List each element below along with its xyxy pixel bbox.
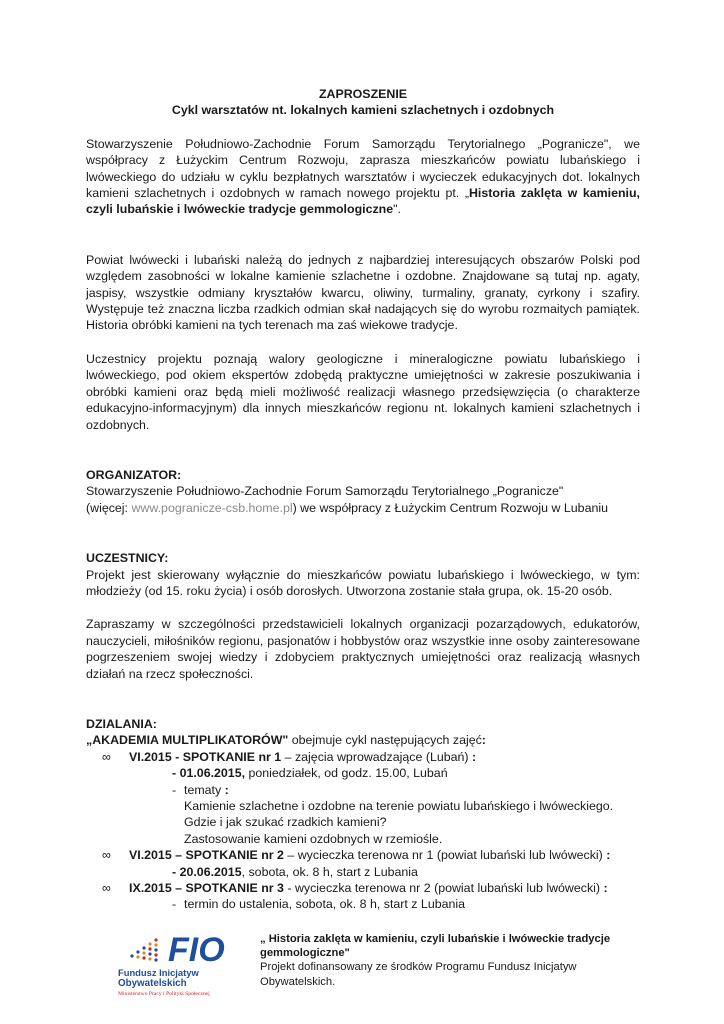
organizer-more-prefix: (więcej: xyxy=(86,500,132,515)
academy-line xyxy=(86,732,640,748)
academy-description: obejmuje cykl następujących zajęć xyxy=(288,733,482,748)
meeting-1-topics-colon: : xyxy=(224,782,229,797)
footer-project-title: „ Historia zaklęta w kamieniu, czyli lubańskie i lwóweckie tradycje gemmologiczne" xyxy=(260,933,611,960)
footer xyxy=(112,926,632,998)
organizer-heading: ORGANIZATOR: xyxy=(86,467,182,482)
infinity-bullet-icon: ∞ xyxy=(102,848,111,863)
intro-text: Stowarzyszenie Południowo-Zachodnie Forum Samorządu Terytorialnego „Pogranicze", we współpracy z Łużyckim Centrum Rozwoju, zaprasza mieszkańców powiatu lubańskiego i lwóweckiego do udziału w cyklu bezpłatnych warsztatów i wycieczek edukacyjnych dot. lokalnych kamieni szlachetnych i ozdobnych w ramach nowego projektu pt. „ xyxy=(86,136,640,201)
infinity-bullet-icon: ∞ xyxy=(102,749,111,764)
document-title: ZAPROSZENIE xyxy=(318,87,408,101)
fio-line-1: Fundusz Inicjatyw xyxy=(118,967,199,978)
meeting-3-date-details: termin do ustalenia, sobota, ok. 8 h, start z Lubania xyxy=(184,897,466,912)
meeting-2-date: 20.06.2015 xyxy=(179,864,242,879)
footer-funding: Projekt dofinansowany ze środków Programu Fundusz Inicjatyw Obywatelskich. xyxy=(260,961,577,988)
infinity-bullet-icon: ∞ xyxy=(102,881,111,896)
organizer-more-suffix: ) we współpracy z Łużyckim Centrum Rozwoju w Lubaniu xyxy=(292,500,609,515)
project-name: Historia zaklęta w kamieniu, czyli lubańskie i lwóweckie tradycje gemmologiczne xyxy=(86,186,640,217)
intro-end: ". xyxy=(393,202,401,217)
document-page xyxy=(86,86,640,913)
academy-colon: : xyxy=(481,733,486,748)
meeting-3-title: IX.2015 – SPOTKANIE nr 3 xyxy=(129,881,284,896)
meeting-1-date: 01.06.2015, xyxy=(179,766,246,781)
meeting-1-topics-line xyxy=(86,782,640,798)
meeting-3-date-dash: - xyxy=(172,897,177,912)
meeting-1-topic-1: Kamienie szlachetne i ozdobne na terenie powiatu lubańskiego i lwóweckiego. xyxy=(184,799,614,813)
fio-logo xyxy=(112,926,262,998)
fio-brand: FIO xyxy=(168,931,225,969)
meeting-1-date-dash: - xyxy=(172,766,180,781)
meeting-2-colon: : xyxy=(606,848,611,863)
meeting-3-date-line xyxy=(86,896,640,912)
intro-paragraph xyxy=(86,136,640,218)
meeting-2-description: – wycieczka terenowa nr 1 (powiat lubański lub lwówecki) xyxy=(283,848,607,863)
academy-name: „AKADEMIA MULTIPLIKATORÓW" xyxy=(86,733,289,748)
meeting-2 xyxy=(86,847,640,863)
meeting-1-topic-3: Zastosowanie kamieni ozdobnych w rzemiośle. xyxy=(184,831,443,846)
fio-line-3: Ministerstwo Pracy i Polityki Społecznej xyxy=(118,991,210,997)
meeting-1-date-details: poniedziałek, od godz. 15.00, Lubań xyxy=(245,766,448,781)
meeting-2-title: VI.2015 – SPOTKANIE nr 2 xyxy=(129,848,284,863)
meeting-3 xyxy=(86,880,640,896)
organizer-website-link[interactable]: www.pogranicze-csb.home.pl xyxy=(131,500,293,515)
meeting-1-title: VI.2015 - SPOTKANIE nr 1 xyxy=(129,749,282,764)
region-paragraph: Powiat lwówecki i lubański należą do jednych z najbardziej interesujących obszarów Polski pod względem zasobności w lokalne kamienie szlachetne i ozdobne. Znajdowane są tutaj np. agaty, jaspisy, wszystkie odmiany kryształów kwarcu, oliwiny, turmaliny, granaty, cyrkony i szafiry. Występuje też znaczna liczba rzadkich odmian skał nadających się do wyrobu rozmaitych pamiątek. Historia obróbki kamieni na tych terenach ma zaś wiekowe tradycje. xyxy=(86,252,640,333)
document-subtitle: Cykl warsztatów nt. lokalnych kamieni szlachetnych i ozdobnych xyxy=(171,103,555,118)
actions-heading: DZIALANIA: xyxy=(86,716,157,731)
meeting-1-topics-dash: - xyxy=(172,782,177,797)
meeting-3-colon: : xyxy=(603,881,608,896)
meeting-1-colon: : xyxy=(471,749,477,764)
participants-benefit-paragraph: Uczestnicy projektu poznają walory geologiczne i mineralogiczne powiatu lubańskiego i lwóweckiego, pod okiem ekspertów zdobędą praktyczne umiejętności w zakresie poszukiwania i obróbki kamieni oraz będą mieli możliwość realizacji własnego przedsięwzięcia (o charakterze edukacyjno-informacyjnym) dla innych mieszkańców regionu nt. lokalnych kamieni szlachetnych i ozdobnych. xyxy=(86,351,640,432)
meeting-3-description: - wycieczka terenowa nr 2 (powiat lubański lub lwówecki) xyxy=(283,881,604,896)
participants-target: Projekt jest skierowany wyłącznie do mieszkańców powiatu lubańskiego i lwóweckiego, w tym: młodzieży (od 15. roku życia) i osób dorosłych. Utworzona zostanie stała grupa, ok. 15-20 osób. xyxy=(86,567,640,598)
meeting-1-date-line xyxy=(86,765,640,781)
fio-dots-icon xyxy=(130,938,157,961)
meeting-1-topics-label: tematy xyxy=(184,782,225,797)
participants-invitation: Zapraszamy w szczególności przedstawicieli lokalnych organizacji pozarządowych, edukatorów, nauczycieli, miłośników regionu, pasjonatów i hobbystów oraz wszystkie inne osoby zainteresowane pogrzeszeniem swojej wiedzy i zdobyciem praktycznych umiejętności oraz realizacją własnych działań na rzecz społeczności. xyxy=(86,617,640,681)
footer-note xyxy=(260,932,620,989)
meeting-2-date-dash: - xyxy=(172,864,180,879)
meeting-1 xyxy=(86,749,640,765)
fio-line-2: Obywatelskich xyxy=(118,978,187,989)
meeting-2-date-line xyxy=(86,864,640,880)
meeting-1-description: – zajęcia wprowadzające (Lubań) xyxy=(281,749,472,764)
meeting-1-topic-2: Gdzie i jak szukać rzadkich kamieni? xyxy=(184,815,387,830)
organizer-name: Stowarzyszenie Południowo-Zachodnie Forum Samorządu Terytorialnego „Pogranicze" xyxy=(86,484,564,499)
organizer-more xyxy=(86,500,640,516)
participants-heading: UCZESTNICY: xyxy=(86,551,169,566)
meeting-2-date-details: , sobota, ok. 8 h, start z Lubania xyxy=(241,864,418,879)
